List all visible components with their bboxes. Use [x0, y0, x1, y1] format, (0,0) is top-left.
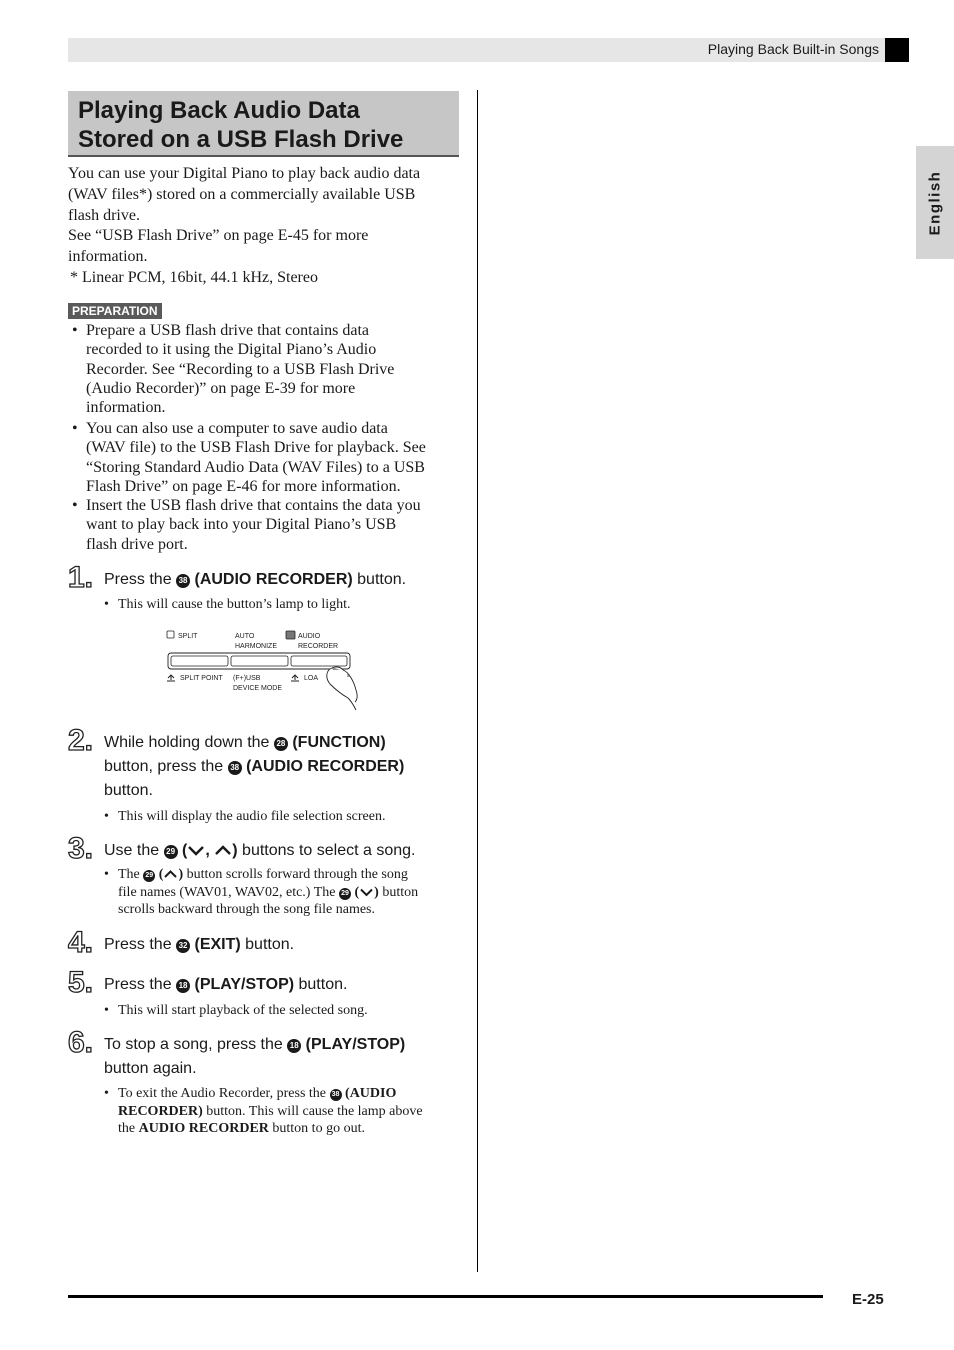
note-text: button — [378, 884, 419, 900]
intro-line: You can use your Digital Piano to play back audio data — [68, 165, 421, 182]
bullet-line: “Storing Standard Audio Data (WAV Files) to a USB — [86, 458, 425, 476]
running-header-title: Playing Back Built-in Songs — [707, 41, 879, 57]
button-name: AUDIO RECORDER — [138, 1121, 269, 1136]
note-text: file names (WAV01, WAV02, etc.) The — [118, 884, 339, 900]
button-ref-number: 29 — [164, 845, 178, 859]
separator: , — [205, 842, 215, 859]
label-audio: AUDIO — [298, 633, 321, 640]
label-device-mode: DEVICE MODE — [233, 685, 283, 692]
language-tab — [916, 146, 954, 259]
intro-line: See “USB Flash Drive” on page E-45 for more — [68, 227, 369, 245]
button-name: (AUDIO RECORDER) — [194, 571, 353, 588]
running-header — [68, 38, 909, 62]
bracket: ( — [354, 884, 360, 900]
note-text: The — [118, 867, 144, 882]
split-button — [171, 656, 228, 666]
figure-mark: s — [347, 673, 350, 679]
intro-line: (WAV files*) stored on a commercially available USB — [68, 185, 416, 203]
step-3-note — [104, 866, 460, 919]
note-text: To exit the Audio Recorder, press the — [118, 1086, 330, 1101]
note-text: the — [118, 1121, 139, 1136]
step-number-2: 2. — [68, 724, 94, 757]
button-ref-number: 32 — [176, 939, 190, 953]
audio-recorder-lamp-icon — [286, 631, 295, 639]
chevron-up-icon — [214, 844, 232, 856]
split-lamp-icon — [167, 631, 174, 638]
page-title-line-2: Stored on a USB Flash Drive — [78, 126, 404, 153]
button-name: (PLAY/STOP) — [194, 976, 295, 993]
step-text: button again. — [104, 1060, 197, 1077]
step-6-note — [104, 1085, 460, 1138]
bullet-line: Insert the USB flash drive that contains the data you — [86, 497, 421, 514]
step-number-1: 1. — [68, 561, 94, 594]
header-marker-block — [885, 38, 909, 62]
step-text: button, press the — [104, 758, 228, 775]
chevron-down-icon — [359, 887, 374, 897]
step-2-instruction — [104, 731, 464, 803]
button-ref-number: 28 — [274, 737, 288, 751]
step-text: Press the — [104, 571, 177, 588]
bullet-line: (Audio Recorder)” on page E-39 for more — [86, 379, 356, 397]
button-ref-number: 29 — [339, 888, 351, 900]
bullet-line: Flash Drive” on page E-46 for more information. — [86, 477, 401, 495]
label-split-point: SPLIT POINT — [180, 675, 223, 682]
step-4-instruction — [104, 933, 464, 957]
label-auto: AUTO — [235, 633, 255, 640]
label-load: LOA — [304, 675, 319, 682]
step-5-instruction — [104, 973, 464, 997]
pressing-finger-icon — [327, 667, 357, 710]
step-text: button. — [240, 936, 295, 953]
bullet-line: recorded to it using the Digital Piano’s Audio — [86, 341, 377, 359]
split-point-icon — [167, 675, 175, 681]
page-number: E-25 — [852, 1291, 884, 1308]
step-1-instruction — [104, 568, 464, 592]
page-title-line-1: Playing Back Audio Data — [78, 97, 360, 124]
button-ref-number: 38 — [330, 1089, 342, 1101]
step-number-6: 6. — [68, 1026, 94, 1059]
note-text: button. This will cause the lamp above — [202, 1103, 423, 1119]
step-number-3: 3. — [68, 832, 94, 865]
chevron-up-icon — [163, 869, 178, 879]
button-name: (AUDIO RECORDER) — [246, 758, 405, 775]
bullet-line: You can also use a computer to save audio data — [86, 420, 388, 437]
bracket: ) — [374, 884, 379, 900]
control-panel-illustration — [160, 626, 365, 712]
auto-harmonize-button — [231, 656, 288, 666]
bracket: ( — [158, 867, 164, 882]
language-label: English — [926, 170, 944, 235]
button-row-frame — [168, 653, 350, 669]
step-number-4: 4. — [68, 926, 94, 959]
preparation-bullet — [68, 419, 468, 496]
step-5-note: • This will start playback of the selected song. — [104, 1002, 460, 1020]
step-text: While holding down the — [104, 734, 274, 751]
note-text: button to go out. — [268, 1121, 365, 1136]
chevron-down-icon — [187, 844, 205, 856]
note-text: button scrolls forward through the song — [183, 867, 408, 882]
preparation-bullet — [68, 496, 468, 554]
step-text: To stop a song, press the — [104, 1036, 288, 1053]
bracket: ( — [182, 842, 188, 859]
label-harmonize: HARMONIZE — [235, 643, 277, 650]
bullet-line: want to play back into your Digital Piano’s USB — [86, 516, 397, 534]
step-text: Use the — [104, 842, 164, 859]
label-split: SPLIT — [178, 633, 198, 640]
button-name: (AUDIO — [345, 1086, 397, 1101]
button-name: (EXIT) — [194, 936, 241, 953]
note-text: scrolls backward through the song file names. — [118, 902, 375, 917]
bullet-line: information. — [86, 399, 166, 417]
section-title-box — [68, 91, 459, 157]
bullet-line: Prepare a USB flash drive that contains data — [86, 322, 370, 339]
button-ref-number: 18 — [287, 1039, 301, 1053]
preparation-bullet — [68, 321, 468, 417]
intro-footnote: * Linear PCM, 16bit, 44.1 kHz, Stereo — [70, 268, 318, 286]
bracket: ) — [178, 867, 184, 882]
step-2-note: • This will display the audio file selection screen. — [104, 808, 460, 826]
bullet-line: (WAV file) to the USB Flash Drive for playback. See — [86, 439, 426, 457]
audio-recorder-button — [291, 656, 347, 666]
step-6-instruction — [104, 1033, 464, 1081]
button-name: RECORDER) — [118, 1103, 203, 1119]
bullet-line: flash drive port. — [86, 535, 188, 553]
step-text: buttons to select a song. — [237, 842, 416, 859]
button-ref-number: 38 — [228, 761, 242, 775]
step-text: button. — [352, 571, 407, 588]
step-number-5: 5. — [68, 966, 94, 999]
button-ref-number: 18 — [176, 979, 190, 993]
button-ref-number: 38 — [176, 574, 190, 588]
column-divider — [477, 90, 478, 1272]
button-name: (PLAY/STOP) — [305, 1036, 406, 1053]
intro-line: flash drive. — [68, 206, 140, 224]
intro-paragraph — [68, 164, 468, 289]
load-icon — [291, 675, 299, 681]
intro-line: information. — [68, 248, 148, 266]
step-1-note: • This will cause the button’s lamp to light. — [104, 596, 460, 614]
step-text: button. — [104, 782, 153, 799]
step-text: Press the — [104, 976, 177, 993]
label-usb: (F+)USB — [233, 675, 261, 682]
button-ref-number: 29 — [143, 870, 155, 882]
step-text: button. — [294, 976, 348, 993]
step-3-instruction — [104, 839, 464, 863]
label-recorder: RECORDER — [298, 643, 339, 650]
page-title — [78, 96, 449, 154]
button-name: (FUNCTION) — [292, 734, 386, 751]
step-text: Press the — [104, 936, 177, 953]
preparation-badge: PREPARATION — [68, 303, 162, 319]
bullet-line: Recorder. See “Recording to a USB Flash Drive — [86, 360, 395, 378]
footer-rule — [68, 1295, 823, 1298]
bracket: ) — [232, 842, 238, 859]
